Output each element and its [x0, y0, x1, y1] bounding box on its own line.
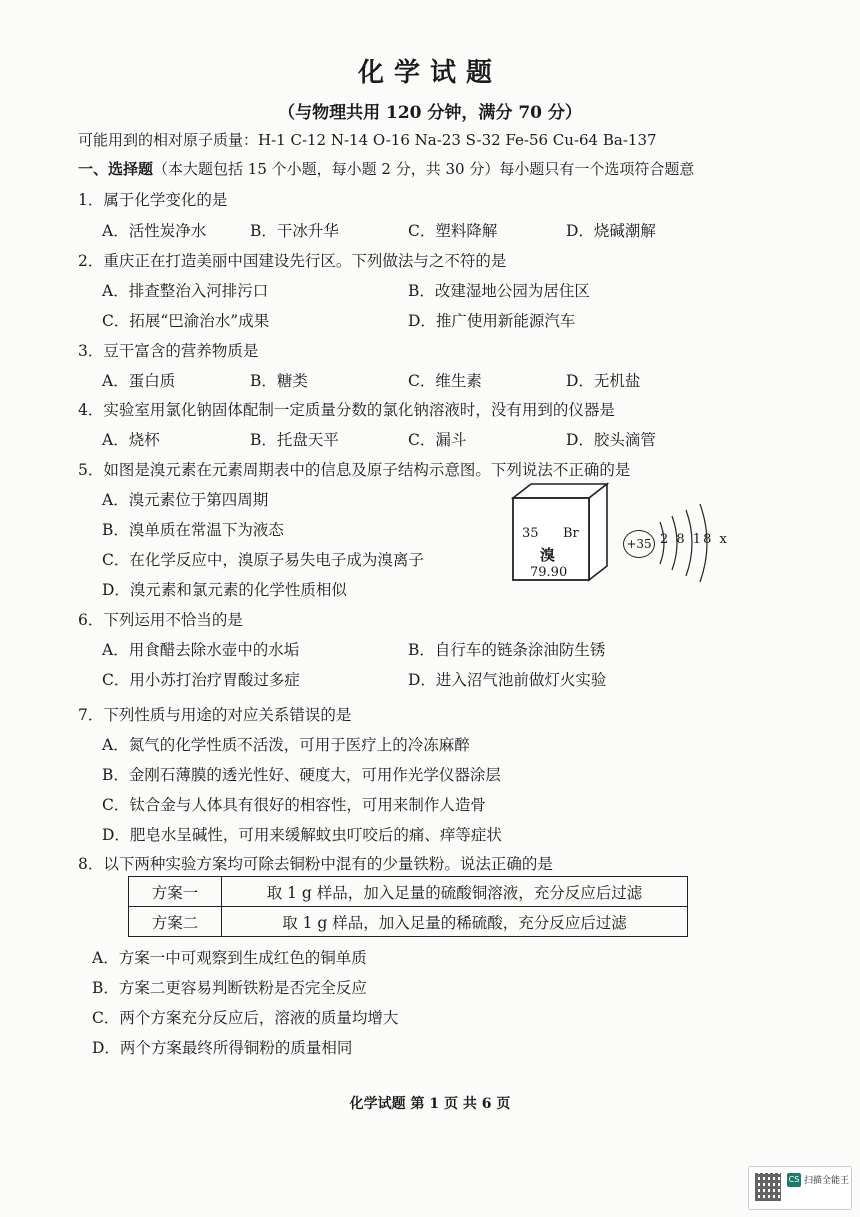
page-footer: 化学试题 第 1 页 共 6 页 — [349, 1096, 511, 1112]
section-title: 一、选择题 — [78, 160, 154, 178]
question-8-stem: 8．以下两种实验方案均可除去铜粉中混有的少量铁粉。说法正确的是 — [78, 855, 553, 873]
q1-option-d: D．烧碱潮解 — [566, 222, 656, 240]
q8-option-d: D．两个方案最终所得铜粉的质量相同 — [92, 1039, 353, 1057]
plan-table — [128, 876, 688, 937]
question-4-stem: 4．实验室用氯化钠固体配制一定质量分数的氯化钠溶液时，没有用到的仪器是 — [78, 401, 615, 419]
q7-option-b: B．金刚石薄膜的透光性好、硬度大，可用作光学仪器涂层 — [102, 766, 501, 784]
page-title: 化学试题 — [357, 58, 502, 88]
atomic-mass-line: 可能用到的相对原子质量：H-1 C-12 N-14 O-16 Na-23 S-32 Fe-56 Cu-64 Ba-137 — [78, 131, 657, 149]
q2-option-b: B．改建湿地公园为居住区 — [408, 282, 590, 300]
page-subtitle: （与物理共用 120 分钟，满分 70 分） — [278, 103, 582, 123]
q3-option-b: B．糖类 — [250, 372, 308, 390]
section-description: （本大题包括 15 个小题，每小题 2 分，共 30 分）每小题只有一个选项符合题意 — [153, 160, 695, 178]
question-5-stem: 5．如图是溴元素在元素周期表中的信息及原子结构示意图。下列说法不正确的是 — [78, 461, 631, 479]
q3-option-c: C．维生素 — [408, 372, 482, 390]
q3-option-d: D．无机盐 — [566, 372, 641, 390]
element-mass: 79.90 — [530, 565, 568, 580]
electron-counts: 2 8 18 x — [660, 532, 729, 547]
q6-option-c: C．用小苏打治疗胃酸过多症 — [102, 671, 300, 689]
q4-option-b: B．托盘天平 — [250, 431, 339, 449]
q6-option-b: B．自行车的链条涂油防生锈 — [408, 641, 606, 659]
q7-option-d: D．肥皂水呈碱性，可用来缓解蚊虫叮咬后的痛、痒等症状 — [102, 826, 502, 844]
q6-option-d: D．进入沼气池前做灯火实验 — [408, 671, 607, 689]
q4-option-c: C．漏斗 — [408, 431, 467, 449]
qr-code-icon — [755, 1173, 781, 1201]
q1-option-c: C．塑料降解 — [408, 222, 498, 240]
scanner-name: 扫描全能王 — [804, 1176, 850, 1186]
q4-option-a: A．烧杯 — [102, 431, 160, 449]
q7-option-c: C．钛合金与人体具有很好的相容性，可用来制作人造骨 — [102, 796, 486, 814]
q2-option-a: A．排查整治入河排污口 — [102, 282, 269, 300]
question-3-stem: 3．豆干富含的营养物质是 — [78, 342, 259, 360]
table-row — [129, 877, 688, 907]
q7-option-a: A．氮气的化学性质不活泼，可用于医疗上的冷冻麻醉 — [102, 736, 470, 754]
q1-option-b: B．干冰升华 — [250, 222, 339, 240]
plan-2-content: 取 1 g 样品，加入足量的稀硫酸，充分反应后过滤 — [222, 907, 688, 937]
q8-option-a: A．方案一中可观察到生成红色的铜单质 — [92, 949, 367, 967]
q5-option-b: B．溴单质在常温下为液态 — [102, 521, 284, 539]
q1-option-a: A．活性炭净水 — [102, 222, 207, 240]
section-heading — [78, 158, 694, 179]
q4-option-d: D．胶头滴管 — [566, 431, 656, 449]
q6-option-a: A．用食醋去除水壶中的水垢 — [102, 641, 300, 659]
q2-option-c: C．拓展“巴渝治水”成果 — [102, 312, 270, 330]
question-1-stem: 1．属于化学变化的是 — [78, 191, 228, 209]
plan-1-name: 方案一 — [129, 877, 222, 907]
plan-2-name: 方案二 — [129, 907, 222, 937]
scanner-watermark — [748, 1166, 852, 1210]
element-symbol: Br — [563, 526, 579, 541]
plan-1-content: 取 1 g 样品，加入足量的硫酸铜溶液，充分反应后过滤 — [222, 877, 688, 907]
q8-option-c: C．两个方案充分反应后，溶液的质量均增大 — [92, 1009, 399, 1027]
q5-option-a: A．溴元素位于第四周期 — [102, 491, 269, 509]
question-2-stem: 2．重庆正在打造美丽中国建设先行区。下列做法与之不符的是 — [78, 252, 507, 270]
question-7-stem: 7．下列性质与用途的对应关系错误的是 — [78, 706, 352, 724]
table-row — [129, 907, 688, 937]
q5-option-d: D．溴元素和氯元素的化学性质相似 — [102, 581, 347, 599]
question-6-stem: 6．下列运用不恰当的是 — [78, 611, 243, 629]
element-name: 溴 — [540, 546, 556, 564]
q5-option-c: C．在化学反应中，溴原子易失电子成为溴离子 — [102, 551, 424, 569]
element-number: 35 — [522, 526, 539, 541]
atom-nucleus: +35 — [623, 530, 655, 558]
scanner-logo-icon: CS — [787, 1173, 801, 1187]
q8-option-b: B．方案二更容易判断铁粉是否完全反应 — [92, 979, 367, 997]
q3-option-a: A．蛋白质 — [102, 372, 176, 390]
q2-option-d: D．推广使用新能源汽车 — [408, 312, 576, 330]
